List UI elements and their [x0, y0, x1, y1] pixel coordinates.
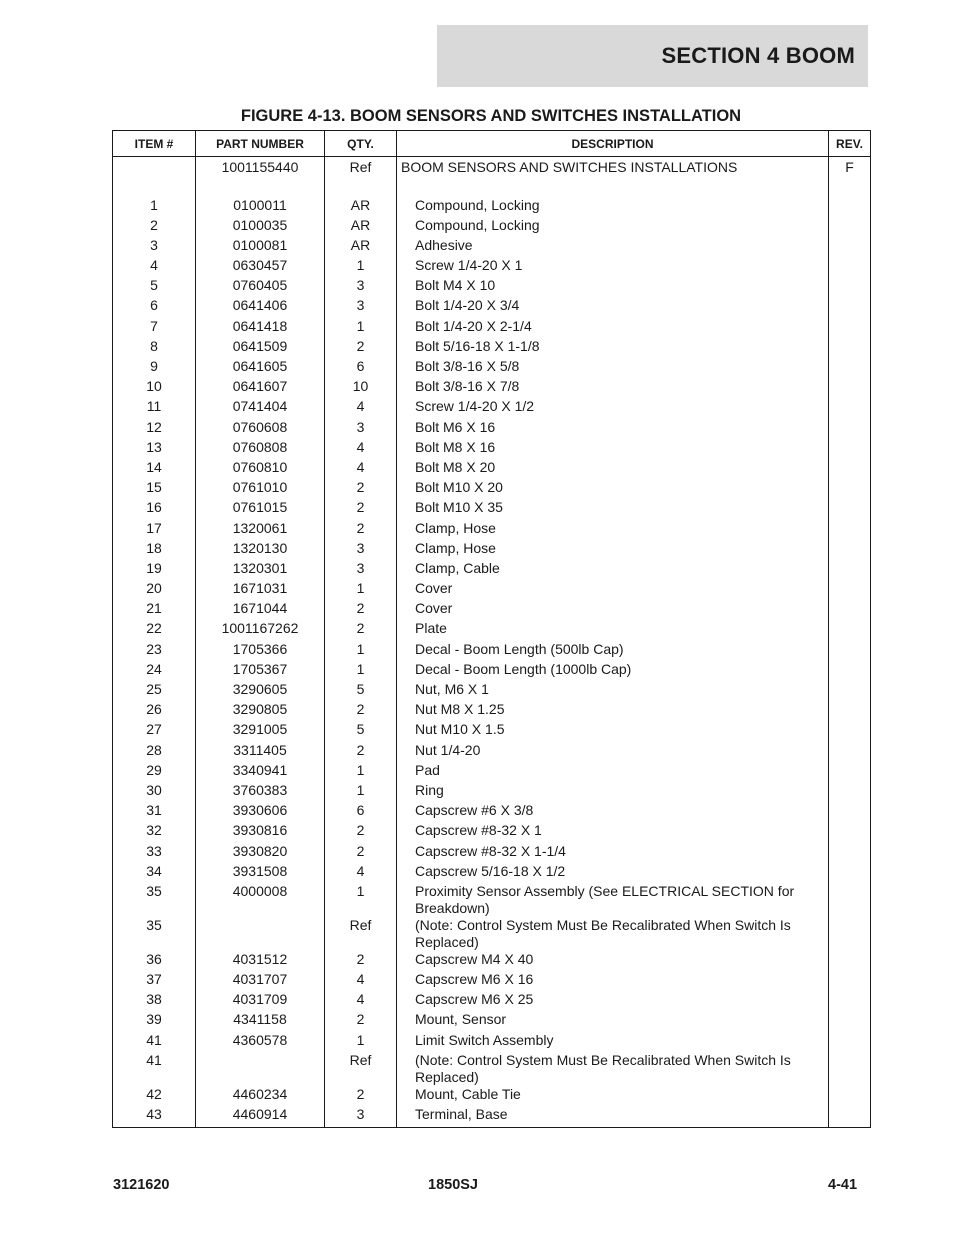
table-row — [113, 681, 871, 701]
table-row — [113, 991, 871, 1011]
table-row — [113, 580, 871, 600]
item-cell: 30 — [113, 782, 196, 802]
qty-cell: 1 — [325, 883, 397, 917]
footer-model: 1850SJ — [428, 1177, 478, 1193]
qty-cell: 2 — [325, 843, 397, 863]
qty-cell: 5 — [325, 721, 397, 741]
description-cell: Compound, Locking — [397, 217, 829, 237]
qty-cell: AR — [325, 217, 397, 237]
item-cell: 31 — [113, 802, 196, 822]
item-cell: 8 — [113, 338, 196, 358]
part-number-cell: 0760810 — [196, 459, 325, 479]
item-cell: 5 — [113, 277, 196, 297]
rev-cell — [829, 917, 871, 951]
part-number-cell: 0100081 — [196, 237, 325, 257]
description-cell: Screw 1/4-20 X 1/2 — [397, 398, 829, 418]
table-row — [113, 620, 871, 640]
description-cell: Bolt 3/8-16 X 5/8 — [397, 358, 829, 378]
qty-cell: 1 — [325, 641, 397, 661]
description-cell: Capscrew M6 X 25 — [397, 991, 829, 1011]
rev-cell — [829, 1011, 871, 1031]
table-row — [113, 297, 871, 317]
description-cell: Bolt M10 X 35 — [397, 499, 829, 519]
qty-cell: 2 — [325, 701, 397, 721]
table-row — [113, 318, 871, 338]
item-cell: 43 — [113, 1106, 196, 1127]
rev-cell — [829, 991, 871, 1011]
qty-cell: 2 — [325, 742, 397, 762]
part-number-cell: 1671031 — [196, 580, 325, 600]
part-number-cell: 0760405 — [196, 277, 325, 297]
description-cell: Capscrew M4 X 40 — [397, 951, 829, 971]
part-number-cell: 1001155440 — [196, 157, 325, 197]
table-row — [113, 479, 871, 499]
description-cell: Bolt 3/8-16 X 7/8 — [397, 378, 829, 398]
item-cell: 10 — [113, 378, 196, 398]
item-cell: 39 — [113, 1011, 196, 1031]
rev-cell — [829, 358, 871, 378]
rev-cell — [829, 378, 871, 398]
rev-cell — [829, 600, 871, 620]
rev-cell — [829, 540, 871, 560]
part-number-cell: 1320130 — [196, 540, 325, 560]
table-row — [113, 971, 871, 991]
table-row — [113, 217, 871, 237]
table-header-row — [113, 131, 871, 157]
description-cell: Ring — [397, 782, 829, 802]
item-cell: 35 — [113, 917, 196, 951]
part-number-cell: 0100011 — [196, 197, 325, 217]
part-number-cell: 0641509 — [196, 338, 325, 358]
part-number-cell: 3930606 — [196, 802, 325, 822]
item-cell: 28 — [113, 742, 196, 762]
rev-cell — [829, 398, 871, 418]
rev-cell — [829, 641, 871, 661]
column-header-description: DESCRIPTION — [397, 131, 829, 157]
description-cell: Nut 1/4-20 — [397, 742, 829, 762]
table-row — [113, 1106, 871, 1127]
table-row — [113, 721, 871, 741]
column-header-rev: REV. — [829, 131, 871, 157]
qty-cell: 2 — [325, 822, 397, 842]
rev-cell — [829, 782, 871, 802]
footer-page-number: 4-41 — [828, 1177, 858, 1193]
table-row — [113, 742, 871, 762]
table-row — [113, 439, 871, 459]
table-row — [113, 459, 871, 479]
item-cell: 38 — [113, 991, 196, 1011]
table-row — [113, 951, 871, 971]
table-row — [113, 863, 871, 883]
rev-cell — [829, 822, 871, 842]
description-cell: BOOM SENSORS AND SWITCHES INSTALLATIONS — [397, 157, 829, 197]
item-cell: 26 — [113, 701, 196, 721]
section-header — [437, 25, 868, 87]
rev-cell — [829, 1086, 871, 1106]
qty-cell: 1 — [325, 257, 397, 277]
description-cell: Cover — [397, 600, 829, 620]
part-number-cell: 0761010 — [196, 479, 325, 499]
rev-cell — [829, 338, 871, 358]
item-cell: 42 — [113, 1086, 196, 1106]
description-cell: Clamp, Hose — [397, 520, 829, 540]
part-number-cell: 0760808 — [196, 439, 325, 459]
part-number-cell: 4360578 — [196, 1032, 325, 1052]
item-cell: 34 — [113, 863, 196, 883]
description-cell: Plate — [397, 620, 829, 640]
qty-cell: 1 — [325, 661, 397, 681]
parts-table-body — [113, 157, 871, 1128]
figure-title: FIGURE 4-13. BOOM SENSORS AND SWITCHES INSTALLATION — [240, 107, 742, 125]
description-cell: Bolt M10 X 20 — [397, 479, 829, 499]
item-cell — [113, 157, 196, 197]
item-cell: 22 — [113, 620, 196, 640]
description-cell: (Note: Control System Must Be Recalibrated When Switch Is Replaced) — [397, 1052, 829, 1086]
part-number-cell: 4460234 — [196, 1086, 325, 1106]
rev-cell: F — [829, 157, 871, 197]
description-cell: Bolt 1/4-20 X 2-1/4 — [397, 318, 829, 338]
qty-cell: 1 — [325, 1032, 397, 1052]
rev-cell — [829, 479, 871, 499]
item-cell: 1 — [113, 197, 196, 217]
qty-cell: 2 — [325, 338, 397, 358]
rev-cell — [829, 1052, 871, 1086]
item-cell: 35 — [113, 883, 196, 917]
part-number-cell: 0641418 — [196, 318, 325, 338]
qty-cell: 2 — [325, 479, 397, 499]
item-cell: 41 — [113, 1052, 196, 1086]
section-title: SECTION 4 BOOM — [661, 43, 855, 68]
item-cell: 7 — [113, 318, 196, 338]
rev-cell — [829, 257, 871, 277]
table-row — [113, 237, 871, 257]
description-cell: Terminal, Base — [397, 1106, 829, 1127]
rev-cell — [829, 237, 871, 257]
part-number-cell: 3760383 — [196, 782, 325, 802]
item-cell: 16 — [113, 499, 196, 519]
part-number-cell: 0761015 — [196, 499, 325, 519]
part-number-cell: 3930816 — [196, 822, 325, 842]
table-row — [113, 883, 871, 917]
description-cell: Mount, Cable Tie — [397, 1086, 829, 1106]
description-cell: Capscrew #6 X 3/8 — [397, 802, 829, 822]
rev-cell — [829, 297, 871, 317]
rev-cell — [829, 742, 871, 762]
rev-cell — [829, 419, 871, 439]
item-cell: 19 — [113, 560, 196, 580]
part-number-cell: 0741404 — [196, 398, 325, 418]
table-row — [113, 1052, 871, 1086]
rev-cell — [829, 762, 871, 782]
item-cell: 12 — [113, 419, 196, 439]
part-number-cell: 3340941 — [196, 762, 325, 782]
qty-cell: Ref — [325, 1052, 397, 1086]
qty-cell: 2 — [325, 600, 397, 620]
table-row — [113, 1032, 871, 1052]
part-number-cell: 4031707 — [196, 971, 325, 991]
item-cell: 36 — [113, 951, 196, 971]
table-row — [113, 520, 871, 540]
description-cell: Screw 1/4-20 X 1 — [397, 257, 829, 277]
rev-cell — [829, 318, 871, 338]
description-cell: Bolt M6 X 16 — [397, 419, 829, 439]
part-number-cell: 3290805 — [196, 701, 325, 721]
description-cell: Cover — [397, 580, 829, 600]
qty-cell: 4 — [325, 439, 397, 459]
table-row — [113, 398, 871, 418]
qty-cell: 1 — [325, 318, 397, 338]
rev-cell — [829, 951, 871, 971]
qty-cell: Ref — [325, 157, 397, 197]
table-row — [113, 560, 871, 580]
description-cell: Mount, Sensor — [397, 1011, 829, 1031]
table-row — [113, 540, 871, 560]
rev-cell — [829, 802, 871, 822]
description-cell: Bolt M8 X 20 — [397, 459, 829, 479]
description-cell: Nut M8 X 1.25 — [397, 701, 829, 721]
part-number-cell: 4031709 — [196, 991, 325, 1011]
table-row — [113, 358, 871, 378]
item-cell: 9 — [113, 358, 196, 378]
description-cell: Capscrew M6 X 16 — [397, 971, 829, 991]
rev-cell — [829, 863, 871, 883]
item-cell: 27 — [113, 721, 196, 741]
item-cell: 6 — [113, 297, 196, 317]
qty-cell: AR — [325, 197, 397, 217]
description-cell: Capscrew 5/16-18 X 1/2 — [397, 863, 829, 883]
description-cell: Bolt 1/4-20 X 3/4 — [397, 297, 829, 317]
rev-cell — [829, 277, 871, 297]
table-row — [113, 378, 871, 398]
part-number-cell: 3311405 — [196, 742, 325, 762]
part-number-cell — [196, 917, 325, 951]
rev-cell — [829, 1032, 871, 1052]
part-number-cell: 0100035 — [196, 217, 325, 237]
part-number-cell: 1671044 — [196, 600, 325, 620]
qty-cell: Ref — [325, 917, 397, 951]
rev-cell — [829, 217, 871, 237]
part-number-cell: 4000008 — [196, 883, 325, 917]
table-row — [113, 782, 871, 802]
qty-cell: 3 — [325, 297, 397, 317]
item-cell: 37 — [113, 971, 196, 991]
item-cell: 29 — [113, 762, 196, 782]
rev-cell — [829, 520, 871, 540]
rev-cell — [829, 197, 871, 217]
qty-cell: 4 — [325, 971, 397, 991]
description-cell: Limit Switch Assembly — [397, 1032, 829, 1052]
description-cell: Capscrew #8-32 X 1 — [397, 822, 829, 842]
description-cell: Bolt 5/16-18 X 1-1/8 — [397, 338, 829, 358]
table-row — [113, 917, 871, 951]
table-row — [113, 419, 871, 439]
part-number-cell: 3931508 — [196, 863, 325, 883]
qty-cell: 2 — [325, 1011, 397, 1031]
part-number-cell: 3291005 — [196, 721, 325, 741]
rev-cell — [829, 620, 871, 640]
description-cell: Bolt M8 X 16 — [397, 439, 829, 459]
part-number-cell: 0641607 — [196, 378, 325, 398]
qty-cell: AR — [325, 237, 397, 257]
description-cell: Nut, M6 X 1 — [397, 681, 829, 701]
column-header-part-number: PART NUMBER — [196, 131, 325, 157]
part-number-cell — [196, 1052, 325, 1086]
description-cell: Adhesive — [397, 237, 829, 257]
item-cell: 11 — [113, 398, 196, 418]
table-row — [113, 641, 871, 661]
item-cell: 23 — [113, 641, 196, 661]
qty-cell: 2 — [325, 1086, 397, 1106]
part-number-cell: 4031512 — [196, 951, 325, 971]
part-number-cell: 1001167262 — [196, 620, 325, 640]
qty-cell: 3 — [325, 560, 397, 580]
column-header-qty: QTY. — [325, 131, 397, 157]
table-row — [113, 277, 871, 297]
part-number-cell: 4341158 — [196, 1011, 325, 1031]
rev-cell — [829, 971, 871, 991]
description-cell: Decal - Boom Length (500lb Cap) — [397, 641, 829, 661]
table-row — [113, 762, 871, 782]
rev-cell — [829, 681, 871, 701]
footer-doc-number: 3121620 — [113, 1177, 170, 1193]
description-cell: Clamp, Hose — [397, 540, 829, 560]
item-cell: 13 — [113, 439, 196, 459]
table-row — [113, 843, 871, 863]
qty-cell: 4 — [325, 991, 397, 1011]
table-row — [113, 157, 871, 197]
item-cell: 4 — [113, 257, 196, 277]
description-cell: Proximity Sensor Assembly (See ELECTRICAL SECTION for Breakdown) — [397, 883, 829, 917]
part-number-cell: 0641406 — [196, 297, 325, 317]
rev-cell — [829, 499, 871, 519]
qty-cell: 5 — [325, 681, 397, 701]
description-cell: Decal - Boom Length (1000lb Cap) — [397, 661, 829, 681]
item-cell: 21 — [113, 600, 196, 620]
part-number-cell: 4460914 — [196, 1106, 325, 1127]
rev-cell — [829, 721, 871, 741]
rev-cell — [829, 580, 871, 600]
part-number-cell: 0760608 — [196, 419, 325, 439]
qty-cell: 6 — [325, 802, 397, 822]
item-cell: 17 — [113, 520, 196, 540]
item-cell: 20 — [113, 580, 196, 600]
qty-cell: 3 — [325, 540, 397, 560]
item-cell: 41 — [113, 1032, 196, 1052]
table-row — [113, 338, 871, 358]
rev-cell — [829, 439, 871, 459]
part-number-cell: 1320061 — [196, 520, 325, 540]
table-row — [113, 1086, 871, 1106]
item-cell: 14 — [113, 459, 196, 479]
item-cell: 2 — [113, 217, 196, 237]
column-header-item: ITEM # — [113, 131, 196, 157]
description-cell: Nut M10 X 1.5 — [397, 721, 829, 741]
part-number-cell: 1320301 — [196, 560, 325, 580]
part-number-cell: 0630457 — [196, 257, 325, 277]
item-cell: 18 — [113, 540, 196, 560]
table-row — [113, 701, 871, 721]
qty-cell: 2 — [325, 951, 397, 971]
rev-cell — [829, 843, 871, 863]
description-cell: (Note: Control System Must Be Recalibrated When Switch Is Replaced) — [397, 917, 829, 951]
table-row — [113, 822, 871, 842]
description-cell: Clamp, Cable — [397, 560, 829, 580]
qty-cell: 1 — [325, 580, 397, 600]
description-cell: Compound, Locking — [397, 197, 829, 217]
item-cell: 33 — [113, 843, 196, 863]
qty-cell: 3 — [325, 277, 397, 297]
parts-table — [112, 130, 871, 1128]
rev-cell — [829, 560, 871, 580]
qty-cell: 10 — [325, 378, 397, 398]
part-number-cell: 3930820 — [196, 843, 325, 863]
item-cell: 24 — [113, 661, 196, 681]
qty-cell: 4 — [325, 398, 397, 418]
table-row — [113, 197, 871, 217]
table-row — [113, 802, 871, 822]
rev-cell — [829, 459, 871, 479]
qty-cell: 2 — [325, 499, 397, 519]
rev-cell — [829, 661, 871, 681]
qty-cell: 4 — [325, 863, 397, 883]
description-cell: Pad — [397, 762, 829, 782]
table-row — [113, 499, 871, 519]
table-row — [113, 257, 871, 277]
qty-cell: 1 — [325, 762, 397, 782]
part-number-cell: 3290605 — [196, 681, 325, 701]
rev-cell — [829, 1106, 871, 1127]
item-cell: 32 — [113, 822, 196, 842]
qty-cell: 2 — [325, 520, 397, 540]
qty-cell: 1 — [325, 782, 397, 802]
part-number-cell: 0641605 — [196, 358, 325, 378]
qty-cell: 3 — [325, 419, 397, 439]
table-row — [113, 1011, 871, 1031]
description-cell: Bolt M4 X 10 — [397, 277, 829, 297]
table-row — [113, 661, 871, 681]
table-row — [113, 600, 871, 620]
qty-cell: 3 — [325, 1106, 397, 1127]
description-cell: Capscrew #8-32 X 1-1/4 — [397, 843, 829, 863]
qty-cell: 6 — [325, 358, 397, 378]
part-number-cell: 1705366 — [196, 641, 325, 661]
rev-cell — [829, 883, 871, 917]
item-cell: 15 — [113, 479, 196, 499]
part-number-cell: 1705367 — [196, 661, 325, 681]
qty-cell: 2 — [325, 620, 397, 640]
item-cell: 3 — [113, 237, 196, 257]
rev-cell — [829, 701, 871, 721]
qty-cell: 4 — [325, 459, 397, 479]
item-cell: 25 — [113, 681, 196, 701]
